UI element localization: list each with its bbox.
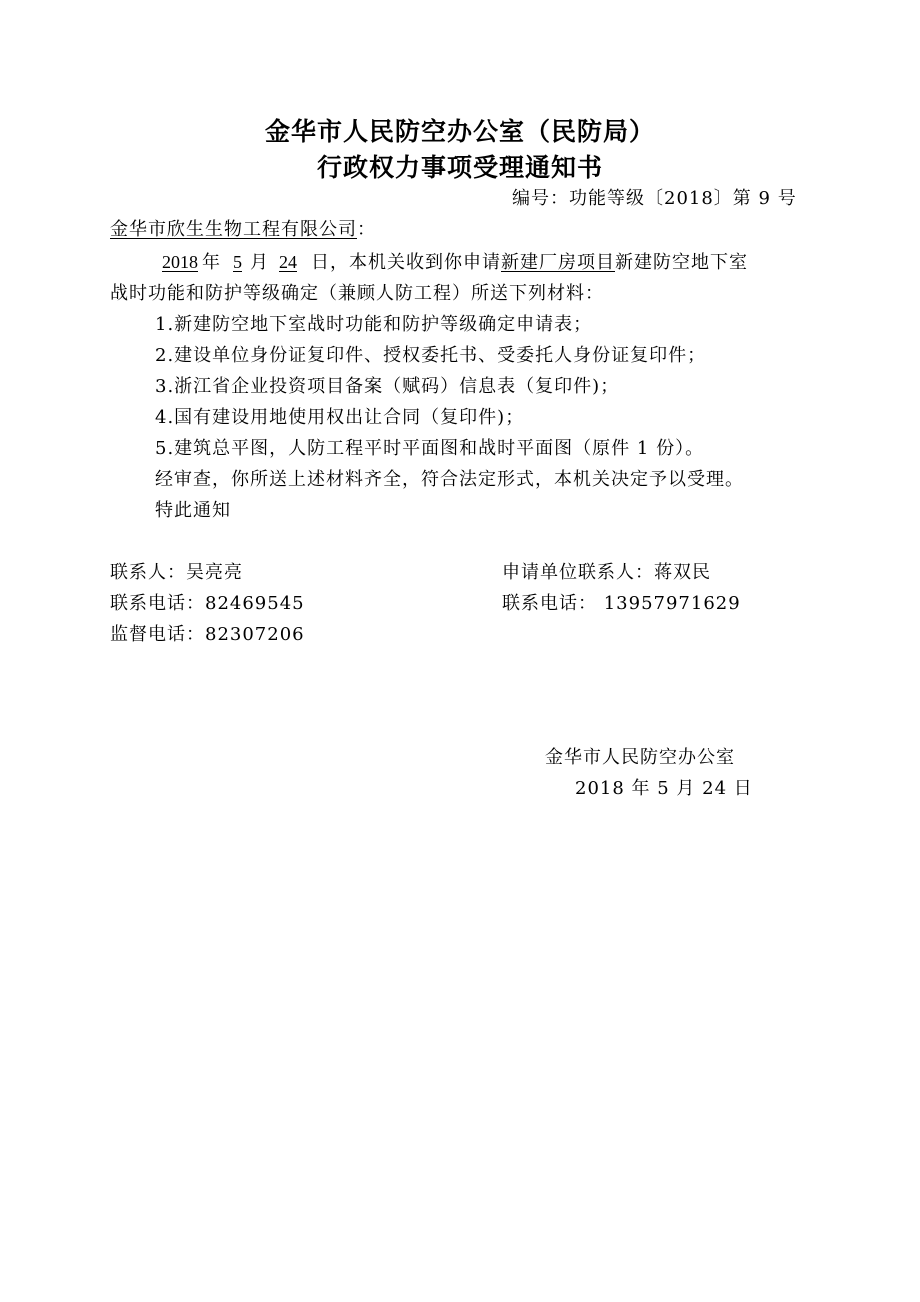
applicant-contact: 申请单位联系人：蒋双民 bbox=[502, 562, 711, 583]
intro-day: 24 bbox=[279, 252, 297, 272]
intro-line-2: 战时功能和防护等级确定（兼顾人防工程）所送下列材料： bbox=[110, 283, 604, 304]
conclusion-text: 经审查，你所送上述材料齐全，符合法定形式，本机关决定予以受理。 bbox=[155, 469, 744, 490]
serial-number: 编号：功能等级〔2018〕第 9 号 bbox=[512, 188, 797, 209]
intro-text-a: 日，本机关收到你申请 bbox=[311, 252, 501, 273]
document-title-line1: 金华市人民防空办公室（民防局） bbox=[264, 117, 655, 146]
intro-month: 5 bbox=[233, 252, 242, 272]
material-item-4: 4.国有建设用地使用权出让合同（复印件)； bbox=[155, 407, 525, 428]
contact-phone: 联系电话：82469545 bbox=[110, 593, 305, 614]
notice-text: 特此通知 bbox=[155, 500, 231, 521]
recipient-suffix: ： bbox=[357, 219, 376, 240]
material-item-5: 5.建筑总平图，人防工程平时平面图和战时平面图（原件 1 份）。 bbox=[155, 438, 705, 459]
intro-year-unit: 年 bbox=[202, 252, 221, 273]
intro-project: 新建厂房项目 bbox=[501, 252, 615, 273]
applicant-phone: 联系电话： 13957971629 bbox=[502, 593, 741, 614]
supervise-phone: 监督电话：82307206 bbox=[110, 624, 305, 645]
recipient-line bbox=[110, 218, 376, 242]
material-item-3: 3.浙江省企业投资项目备案（赋码）信息表（复印件)； bbox=[155, 376, 620, 397]
intro-line-1 bbox=[110, 250, 748, 275]
signature-date: 2018 年 5 月 24 日 bbox=[575, 778, 753, 799]
intro-year: 2018 bbox=[162, 252, 198, 272]
material-item-2: 2.建设单位身份证复印件、授权委托书、受委托人身份证复印件； bbox=[155, 345, 707, 366]
document-title-line2: 行政权力事项受理通知书 bbox=[316, 153, 603, 182]
contact-person: 联系人：吴亮亮 bbox=[110, 562, 243, 583]
material-item-1: 1.新建防空地下室战时功能和防护等级确定申请表； bbox=[155, 314, 593, 335]
recipient-name: 金华市欣生生物工程有限公司 bbox=[110, 219, 357, 240]
intro-text-b: 新建防空地下室 bbox=[615, 252, 748, 273]
signature-org: 金华市人民防空办公室 bbox=[545, 747, 735, 768]
intro-month-unit: 月 bbox=[250, 252, 269, 273]
